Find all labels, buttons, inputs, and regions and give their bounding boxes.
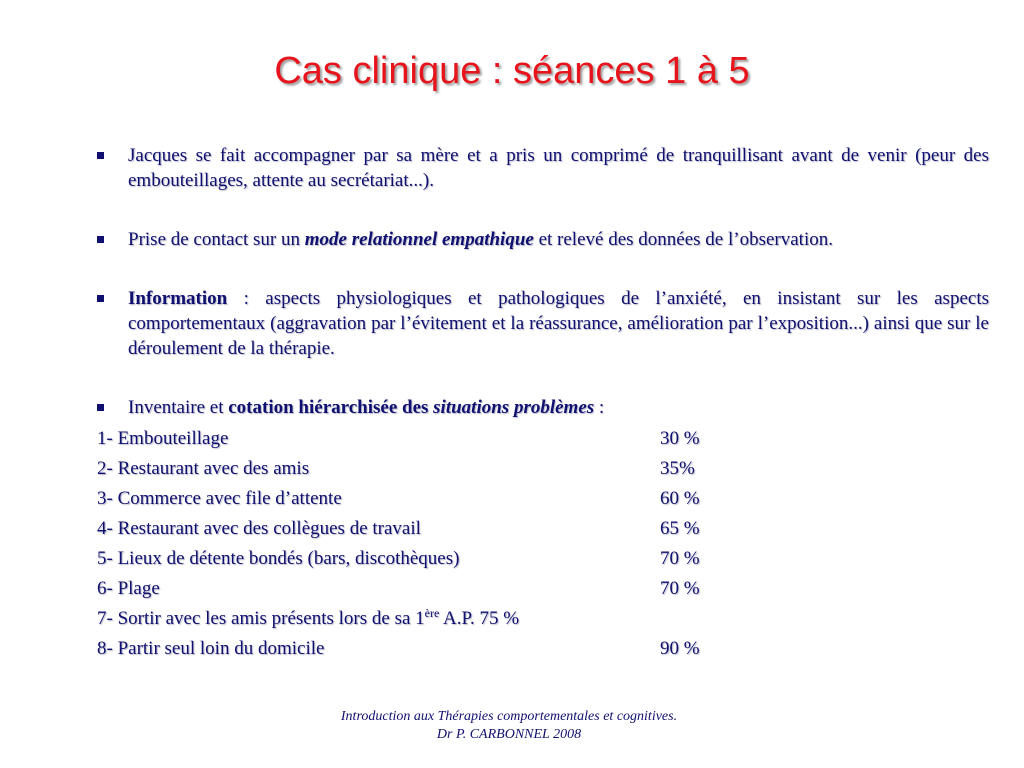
situation-label: 6- Plage [97, 578, 160, 599]
situation-label: 1- Embouteillage [97, 428, 229, 449]
bullet-text-2-after: et relevé des données de l’observation. [533, 229, 833, 250]
situation-score: 30 % [660, 428, 700, 449]
bullet-text-4-before: Inventaire et [128, 397, 229, 418]
situation-item-6 [97, 574, 989, 604]
situation-label: 8- Partir seul loin du domicile [97, 638, 325, 659]
bullet-text-2-before: Prise de contact sur un [128, 229, 305, 250]
square-bullet-icon [97, 295, 104, 302]
situation-score: 70 % [660, 548, 700, 569]
bullet-text-2-emphasis: mode relationnel empathique [304, 229, 534, 250]
bullet-text-1: Jacques se fait accompagner par sa mère et a pris un comprimé de tranquillisant avant de venir (peur des embouteillages, attente au secrétariat...). [128, 145, 989, 191]
square-bullet-icon [97, 236, 104, 243]
bullet-item-3 [97, 286, 989, 361]
square-bullet-icon [97, 152, 104, 159]
bullet-item-1 [97, 143, 989, 193]
situation-label: 3- Commerce avec file d’attente [97, 488, 342, 509]
bullet-text-3-bold: Information [128, 288, 228, 309]
situation-label-after: A.P. 75 % [439, 608, 520, 629]
situation-score: 35% [660, 458, 695, 479]
bullet-item-2 [97, 227, 989, 252]
slide-title: Cas clinique : séances 1 à 5 [274, 50, 750, 92]
bullet-text-3-rest: : aspects physiologiques et pathologiques de l’anxiété, en insistant sur les aspects comportementaux (aggravation par l’évitement et la réassurance, amélioration par l’exposition...) ainsi que sur le déroulement de la thérapie. [128, 288, 989, 359]
situation-label-before: 7- Sortir avec les amis présents lors de sa 1 [97, 608, 425, 629]
footer-line-2: Dr P. CARBONNEL 2008 [436, 727, 582, 742]
situation-item-1 [97, 424, 989, 454]
bullet-item-4 [97, 395, 989, 420]
situation-score: 65 % [660, 518, 700, 539]
slide-content [97, 143, 989, 664]
situation-item-5 [97, 544, 989, 574]
situation-label: 5- Lieux de détente bondés (bars, discothèques) [97, 548, 460, 569]
bullet-text-4-bold-italic: situations problèmes [433, 397, 595, 418]
footer-line-1: Introduction aux Thérapies comportementales et cognitives. [340, 709, 678, 724]
square-bullet-icon [97, 404, 104, 411]
situation-score: 70 % [660, 578, 700, 599]
situations-list [97, 424, 989, 664]
slide-footer [0, 708, 1018, 744]
situation-label: 2- Restaurant avec des amis [97, 458, 310, 479]
situation-item-2 [97, 454, 989, 484]
situation-score: 90 % [660, 638, 700, 659]
bullet-text-4-after: : [594, 397, 605, 418]
situation-label: 4- Restaurant avec des collègues de travail [97, 518, 421, 539]
situation-item-8 [97, 634, 989, 664]
situation-score: 60 % [660, 488, 700, 509]
situation-item-7 [97, 604, 989, 634]
bullet-text-4-bold: cotation hiérarchisée des [228, 397, 434, 418]
situation-item-4 [97, 514, 989, 544]
situation-item-3 [97, 484, 989, 514]
situation-label-composite [97, 604, 519, 634]
ordinal-superscript: ère [424, 606, 440, 620]
